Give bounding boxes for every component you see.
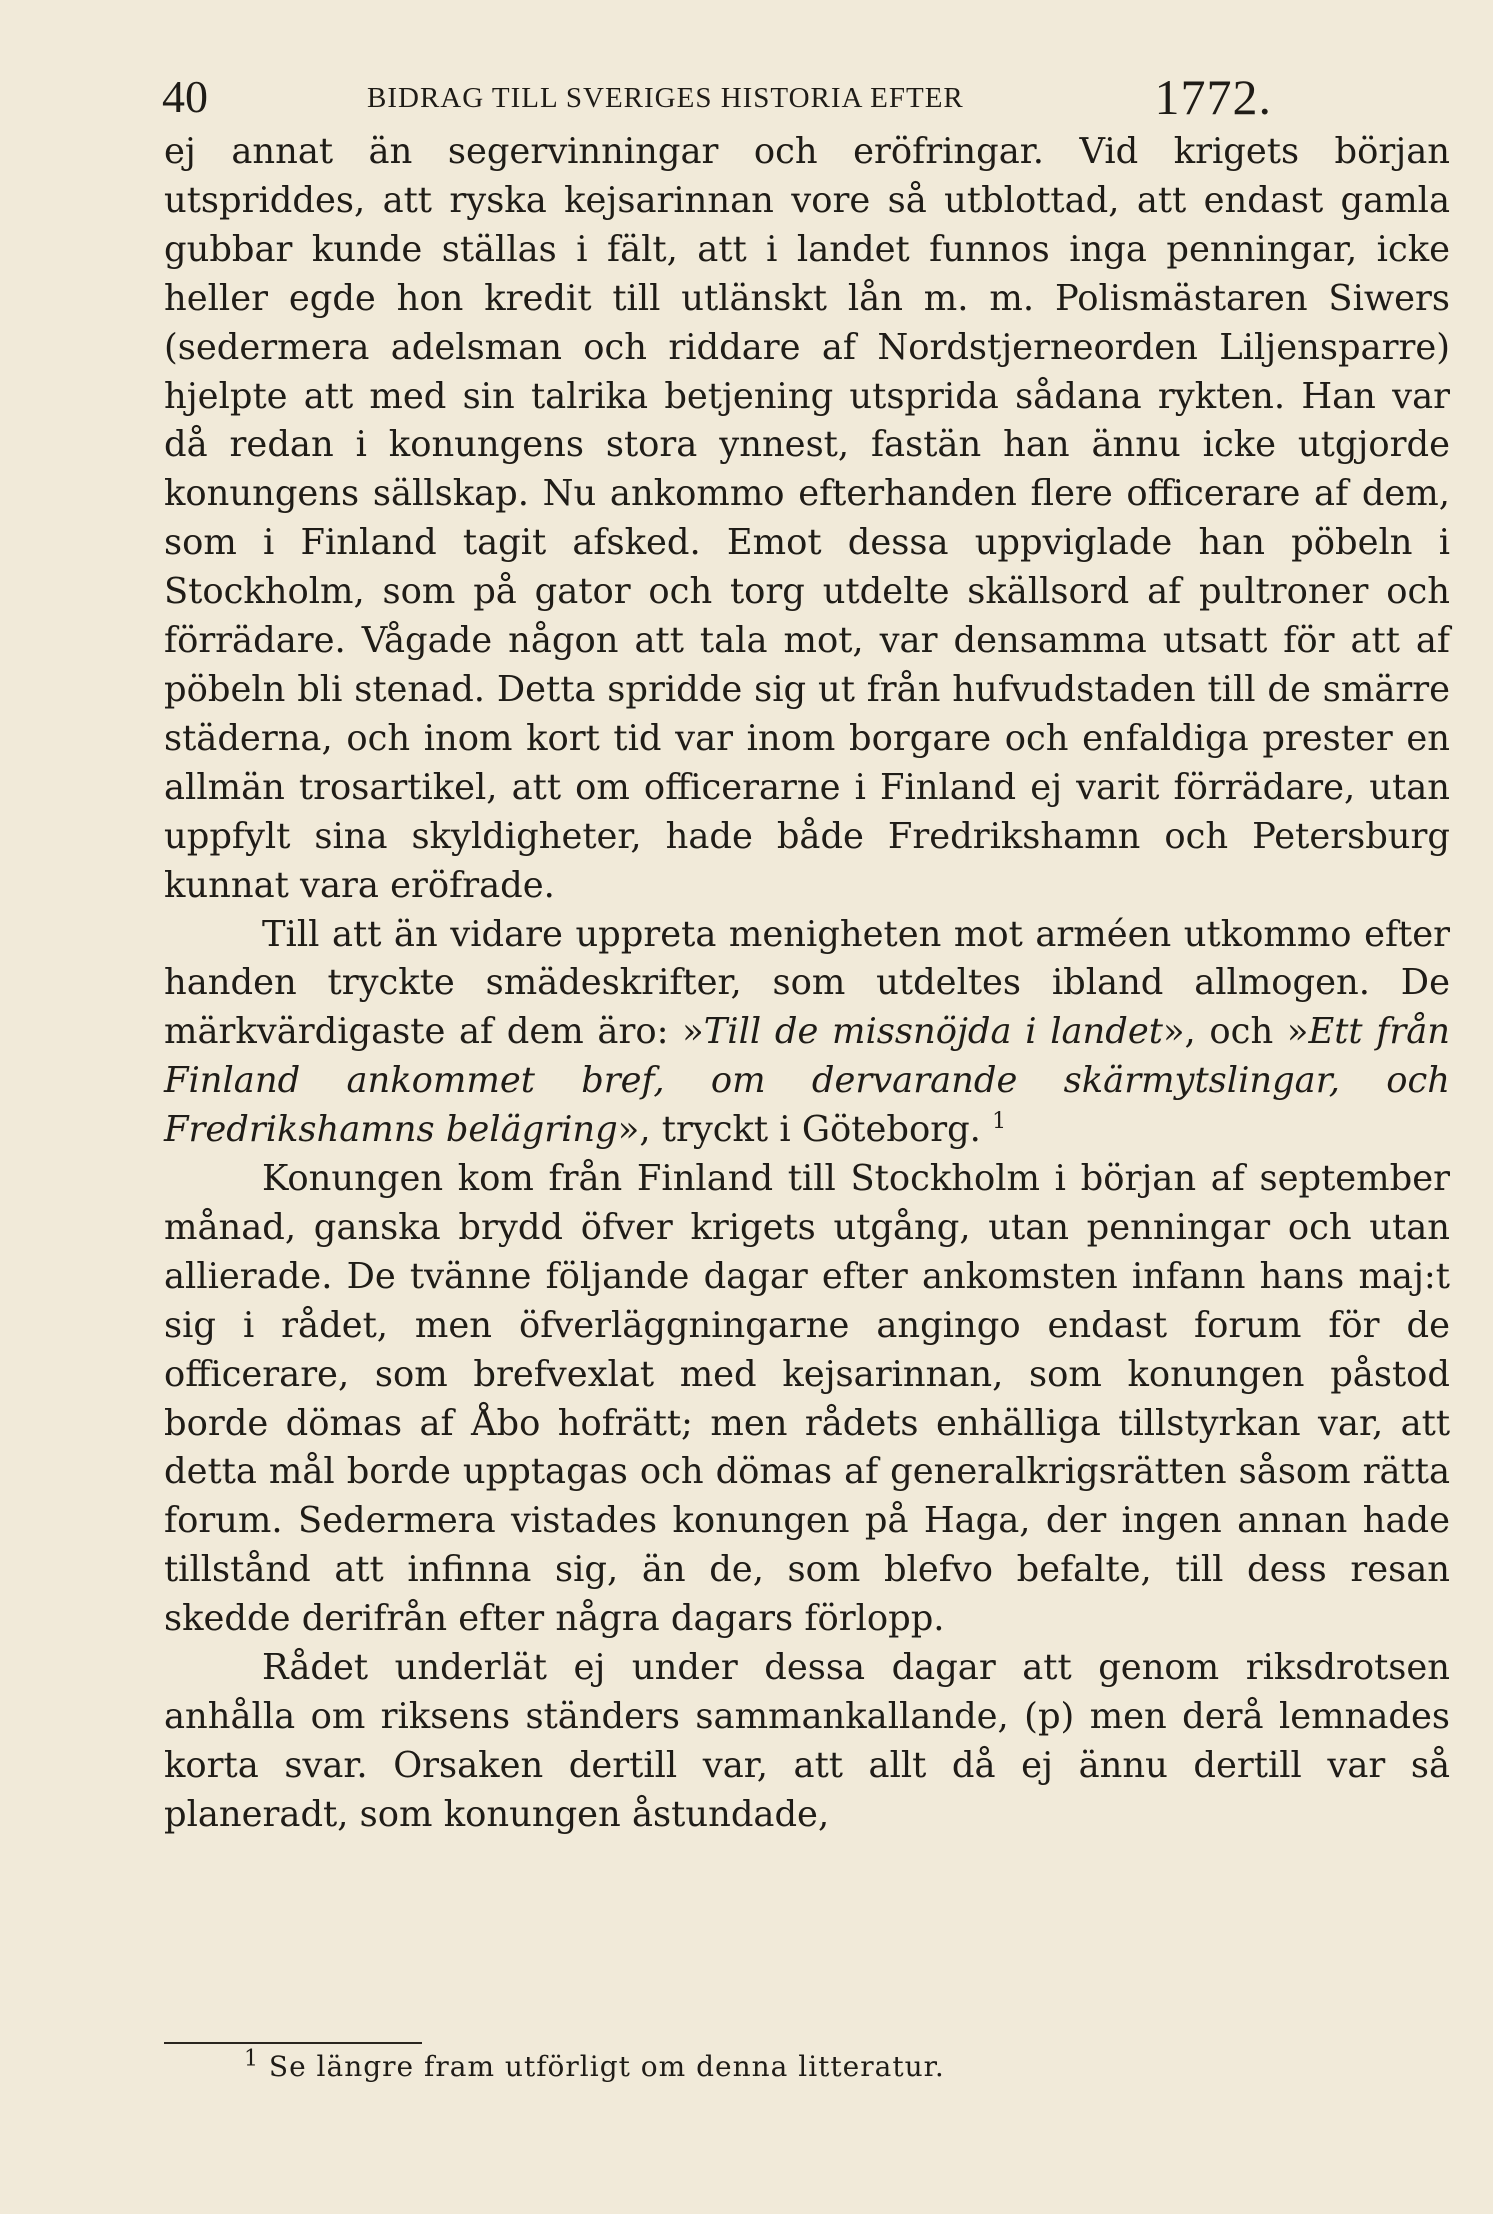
paragraph-2-text-c: », tryckt i Göteborg. — [617, 1109, 981, 1151]
footnote-rule — [164, 2042, 422, 2044]
paragraph-3: Konungen kom från Finland till Stockholm i början af september månad, ganska brydd öfver krigets utgång, utan penningar och utan allierade. De tvänne följande dagar efter ankomsten infann hans maj:t sig i rådet, men öfverläggningarne angingo endast forum för de officerare, som brefvexlat med kejsarinnan, som konungen påstod borde dömas af Åbo hofrätt; men rådets enhälliga tillstyrkan var, att detta mål borde upptagas och dömas af generalkrigsrätten såsom rätta forum. Sedermera vistades konungen på Haga, der ingen annan hade tillstånd att infinna sig, än de, som blefvo befalte, till dess resan skedde derifrån efter några dagars förlopp. — [164, 1158, 1450, 1640]
pamphlet-title-1: Till de missnöjda i landet — [703, 1011, 1163, 1053]
footnote — [244, 2046, 945, 2083]
page-header — [162, 62, 1272, 125]
paragraph-1: ej annat än segervinningar och eröfringar. Vid krigets början utspriddes, att ryska kejsarinnan vore så utblottad, att endast gamla gubbar kunde ställas i fält, att i landet funnos inga penningar, icke heller egde hon kredit till utlänskt lån m. m. Polismästaren Siwers (sedermera adelsman och riddare af Nordstjerneorden Liljensparre) hjelpte att med sin talrika betjening utsprida sådana rykten. Han var då redan i konungens stora ynnest, fastän han ännu icke utgjorde konungens sällskap. Nu ankommo efterhanden flere officerare af dem, som i Finland tagit afsked. Emot dessa uppviglade han pöbeln i Stockholm, som på gator och torg utdelte skällsord af pultroner och förrädare. Vågade någon att tala mot, var densamma utsatt för att af pöbeln bli stenad. Detta spridde sig ut från hufvudstaden till de smärre städerna, och inom kort tid var inom borgare och enfaldiga prester en allmän trosartikel, att om officerarne i Finland ej varit förrädare, utan uppfylt sina skyldigheter, hade både Fredrikshamn och Petersburg kunnat vara eröfrade. — [164, 131, 1450, 906]
paragraph-2-text-a: Till att än vidare uppreta menigheten mot arméen utkommo efter handen tryckte smädeskrifter, som utdeltes ibland allmogen. De märkvärdigaste af dem äro: » — [164, 913, 1450, 1053]
paragraph-4: Rådet underlät ej under dessa dagar att genom riksdrotsen anhålla om riksens ständers sammankallande, (p) men derå lemnades korta svar. Orsaken dertill var, att allt då ej ännu dertill var så planeradt, som konungen åstundade, — [164, 1647, 1450, 1835]
footnote-reference: 1 — [992, 1109, 1007, 1135]
pamphlet-title-2: Ett från Finland ankommet bref, om dervarande skärmytslingar, och Fredrikshamns belägring — [164, 1011, 1450, 1151]
paragraph-2 — [164, 911, 1450, 1156]
paragraph-2-text-b: », och » — [1162, 1011, 1309, 1053]
page-number: 40 — [162, 71, 208, 122]
header-year: 1772. — [1154, 69, 1272, 125]
running-title: BIDRAG TILL SVERIGES HISTORIA EFTER — [367, 82, 964, 114]
footnote-marker: 1 — [244, 2046, 259, 2072]
footnote-text: Se längre fram utförligt om denna litteratur. — [268, 2050, 945, 2083]
body-text — [164, 128, 1450, 1840]
